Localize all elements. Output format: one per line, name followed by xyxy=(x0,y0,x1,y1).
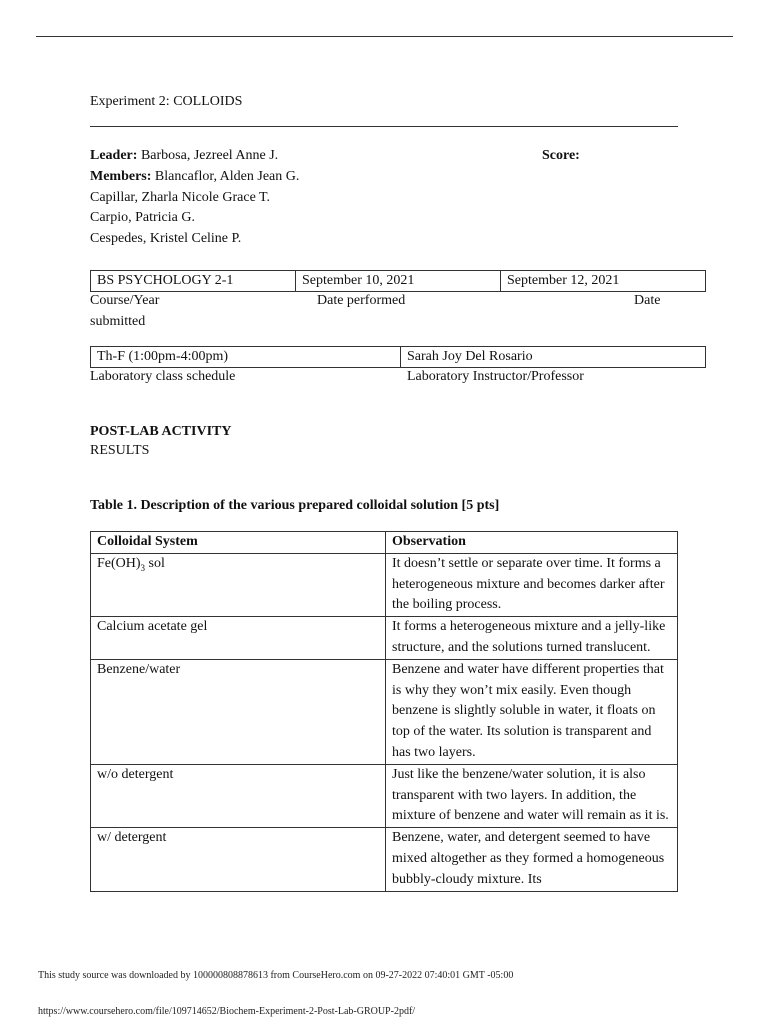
members-label: Members: xyxy=(90,169,152,184)
system-cell xyxy=(91,553,386,616)
observation-cell: Benzene, water, and detergent seemed to have mixed altogether as they formed a homogeneous bubbly-cloudy mixture. Its xyxy=(386,828,678,891)
system-cell: Calcium acetate gel xyxy=(91,617,386,660)
schedule-cell: Th-F (1:00pm-4:00pm) xyxy=(91,347,401,368)
system-cell: w/o detergent xyxy=(91,764,386,827)
table-row xyxy=(91,617,678,660)
instructor-cell: Sarah Joy Del Rosario xyxy=(401,347,706,368)
section-subheading: RESULTS xyxy=(90,443,150,458)
system-cell: w/ detergent xyxy=(91,828,386,891)
schedule-label: Laboratory class schedule xyxy=(90,369,236,384)
member-name: Blancaflor, Alden Jean G. xyxy=(154,169,300,184)
leader-name: Barbosa, Jezreel Anne J. xyxy=(140,148,279,163)
table-caption: Table 1. Description of the various prepared colloidal solution [5 pts] xyxy=(90,498,500,513)
column-header: Colloidal System xyxy=(91,532,386,554)
member-name: Cespedes, Kristel Celine P. xyxy=(90,231,242,246)
table-row xyxy=(91,764,678,827)
course-year-label: Course/Year xyxy=(90,293,160,308)
observation-cell: Just like the benzene/water solution, it is also transparent with two layers. In addition, the mixture of benzene and water will remain as it is. xyxy=(386,764,678,827)
schedule-table xyxy=(90,346,706,368)
observation-cell: It doesn’t settle or separate over time. It forms a heterogeneous mixture and becomes darker after the boiling process. xyxy=(386,553,678,616)
observation-cell: It forms a heterogeneous mixture and a jelly-like structure, and the solutions turned translucent. xyxy=(386,617,678,660)
title-underline xyxy=(90,126,678,127)
system-name-tail: sol xyxy=(145,555,165,571)
date-performed-cell: September 10, 2021 xyxy=(296,271,501,292)
column-header: Observation xyxy=(386,532,678,554)
subscript: 3 xyxy=(140,562,146,573)
course-table xyxy=(90,270,706,292)
top-rule xyxy=(36,36,733,37)
course-cell: BS PSYCHOLOGY 2-1 xyxy=(91,271,296,292)
observation-cell: Benzene and water have different properties that is why they won’t mix easily. Even though benzene is slightly soluble in water, it floats on top of the water. Its solution is transparent and has two layers. xyxy=(386,659,678,764)
instructor-label: Laboratory Instructor/Professor xyxy=(407,369,584,384)
date-submitted-cell: September 12, 2021 xyxy=(501,271,706,292)
system-cell: Benzene/water xyxy=(91,659,386,764)
table-row xyxy=(91,659,678,764)
date-label: Date xyxy=(634,293,661,308)
members-line xyxy=(90,167,299,187)
section-heading: POST-LAB ACTIVITY xyxy=(90,424,232,439)
table-row xyxy=(91,828,678,891)
document-title: Experiment 2: COLLOIDS xyxy=(90,94,243,109)
source-url-link[interactable]: https://www.coursehero.com/file/109714652/Biochem-Experiment-2-Post-Lab-GROUP-2pdf/ xyxy=(38,1006,416,1017)
score-label: Score: xyxy=(542,148,580,163)
leader-line xyxy=(90,146,278,166)
table-header-row xyxy=(91,532,678,554)
date-performed-label: Date performed xyxy=(317,293,406,308)
leader-label: Leader: xyxy=(90,148,138,163)
download-note: This study source was downloaded by 100000808878613 from CourseHero.com on 09-27-2022 07:40:01 GMT -05:00 xyxy=(38,970,514,981)
system-name: Fe(OH) xyxy=(97,555,141,571)
table-row xyxy=(91,553,678,616)
member-name: Capillar, Zharla Nicole Grace T. xyxy=(90,190,271,205)
submitted-label: submitted xyxy=(90,314,146,329)
observation-table xyxy=(90,531,678,892)
member-name: Carpio, Patricia G. xyxy=(90,210,195,225)
